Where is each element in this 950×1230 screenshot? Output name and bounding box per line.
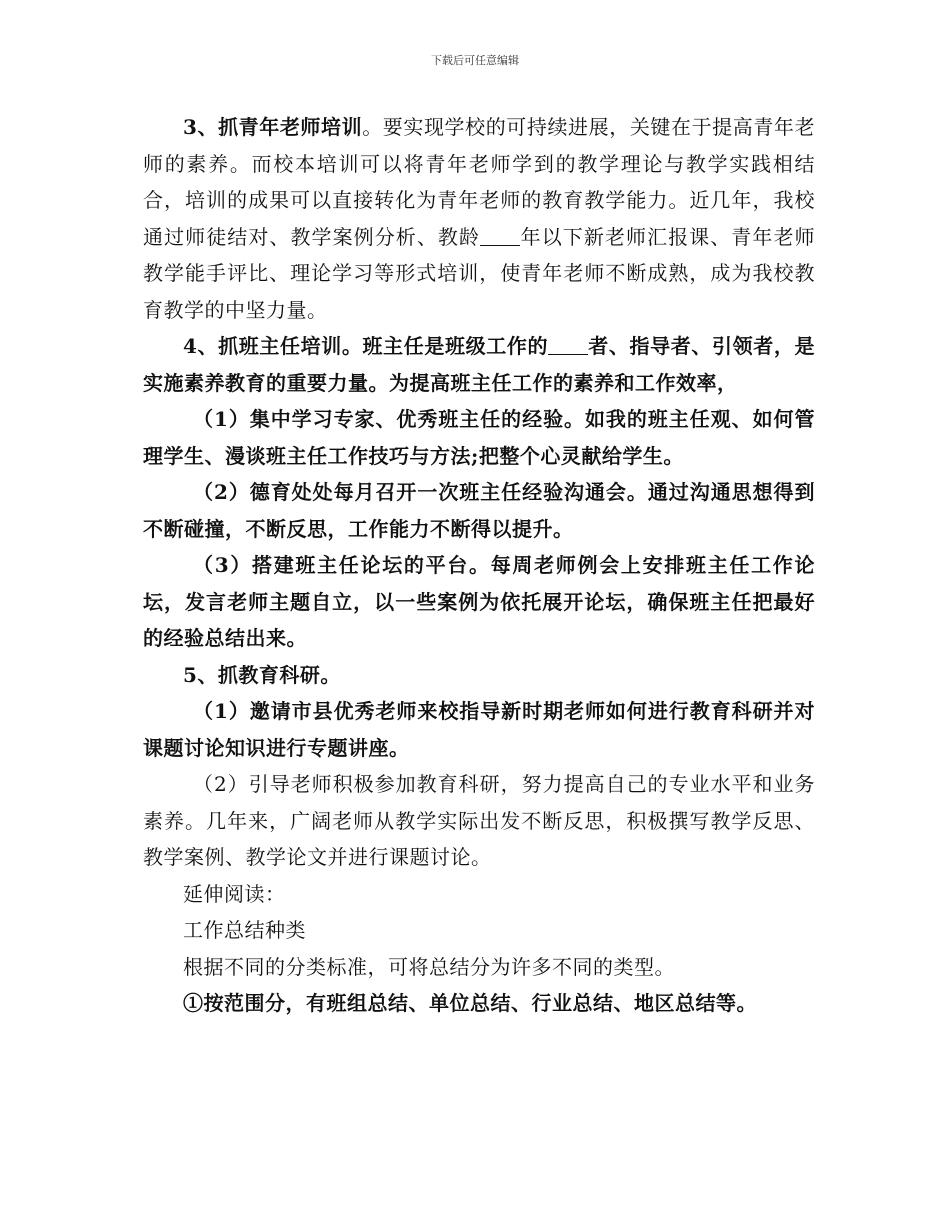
section-3-text-a: 。要实现学校的可持续进展，关键在于提高青年老师的素养。而校本培训可以将青年老师学到的教学理论与教学实践相结合，培训的成果可以直接转化为青年老师的教育教学能力。近几年，我校通过师徒结对、教学案例分析、教龄 — [143, 115, 816, 249]
section-4-item-3: （3）搭建班主任论坛的平台。每周老师例会上安排班主任工作论坛，发言老师主题自立，以一些案例为依托展开论坛，确保班主任把最好的经验总结出来。 — [143, 553, 815, 650]
extended-reading-title: 工作总结种类 — [183, 918, 306, 942]
section-4-item-2: （2）德育处处每月召开一次班主任经验沟通会。通过沟通思想得到不断碰撞，不断反思，工作能力不断得以提升。 — [143, 480, 815, 541]
extended-reading-intro: 根据不同的分类标准，可将总结分为许多不同的类型。 — [183, 954, 675, 979]
section-3-heading: 3、抓青年老师培训 — [183, 115, 363, 139]
section-5-heading: 5、抓教育科研。 — [183, 662, 341, 687]
section-4-text-b: 者、指导者、引领者，是实施素养教育的重要力量。为提高班主任工作的素养和工作效率， — [143, 334, 815, 395]
extended-reading-label: 延伸阅读： — [183, 881, 286, 906]
section-4-text-a: 4、抓班主任培训。班主任是班级工作的 — [183, 334, 549, 358]
paragraph-section-4 — [143, 328, 815, 401]
blank-underline — [548, 334, 588, 355]
section-3-text-b: 年以下新老师汇报课、青年老师教学能手评比、理论学习等形式培训，使青年老师不断成熟，成为我校教育教学的中坚力量。 — [143, 224, 816, 322]
section-5-item-1: （1）邀请市县优秀老师来校指导新时期老师如何进行教育科研并对课题讨论知识进行专题讲座。 — [143, 699, 815, 760]
paragraph-section-3 — [143, 109, 815, 328]
section-5-item-2: （2）引导老师积极参加教育科研，努力提高自己的专业水平和业务素养。几年来，广阔老师从教学实际出发不断反思，积极撰写教学反思、教学案例、教学论文并进行课题讨论。 — [143, 772, 815, 869]
page-header: 下载后可任意编辑 — [431, 54, 519, 67]
section-4-item-1: （1）集中学习专家、优秀班主任的经验。如我的班主任观、如何管理学生、漫谈班主任工作技巧与方法;把整个心灵献给学生。 — [143, 407, 815, 468]
document-body — [143, 109, 815, 1022]
blank-underline — [480, 225, 520, 246]
extended-reading-item-1: ①按范围分，有班组总结、单位总结、行业总结、地区总结等。 — [183, 991, 757, 1015]
